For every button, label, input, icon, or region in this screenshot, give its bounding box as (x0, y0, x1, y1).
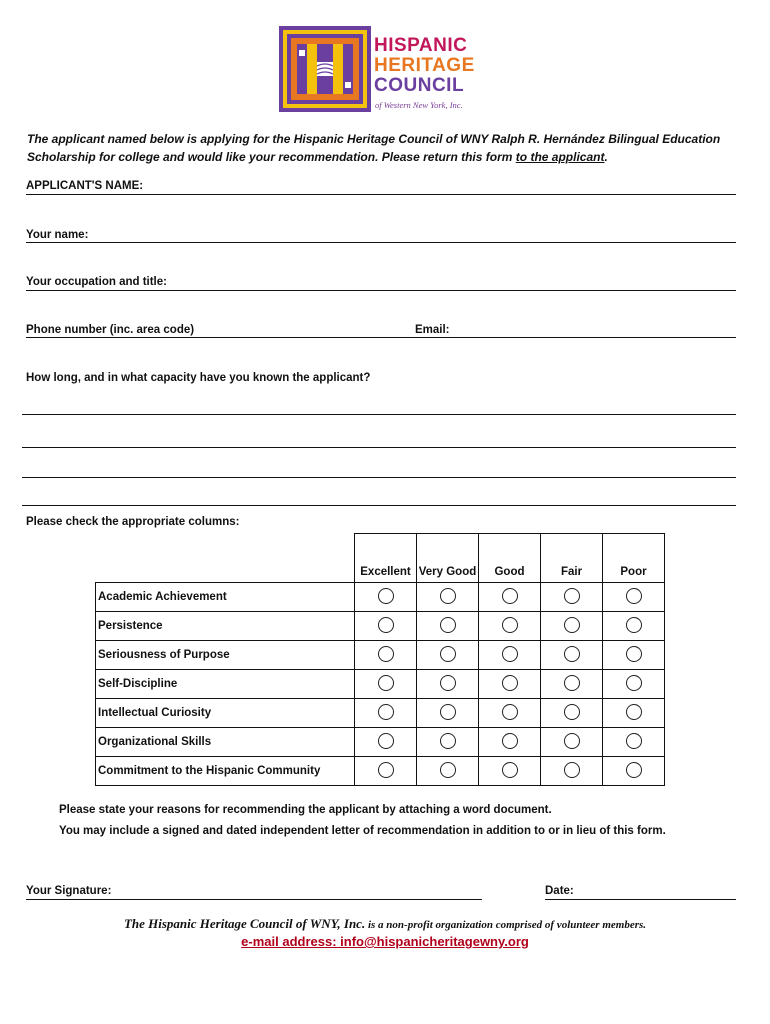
table-row (96, 641, 665, 670)
logo-wordmark (374, 36, 475, 96)
rating-radio[interactable] (626, 762, 642, 778)
criterion-label: Organizational Skills (96, 728, 355, 757)
criterion-label: Seriousness of Purpose (96, 641, 355, 670)
logo-line2: HERITAGE (374, 55, 475, 76)
rating-radio[interactable] (502, 762, 518, 778)
phone-email-line[interactable] (26, 337, 736, 338)
applicant-name-label: APPLICANT'S NAME: (26, 180, 144, 192)
signature-label: Your Signature: (26, 885, 112, 897)
answer-line-2[interactable] (22, 447, 736, 448)
answer-line-1[interactable] (22, 414, 736, 415)
occupation-line[interactable] (26, 290, 736, 291)
col-poor: Poor (603, 534, 665, 583)
your-name-line[interactable] (26, 242, 736, 243)
how-long-question: How long, and in what capacity have you known the applicant? (26, 372, 371, 384)
col-very-good: Very Good (417, 534, 479, 583)
date-label: Date: (545, 885, 574, 897)
rating-radio[interactable] (626, 588, 642, 604)
intro-text: The applicant named below is applying for the Hispanic Heritage Council of WNY Ralph R. Hernández Bilingual Education Scholarship for college and would like your recommendation. Please return this form (27, 132, 721, 164)
rating-radio[interactable] (440, 646, 456, 662)
col-good: Good (479, 534, 541, 583)
occupation-label: Your occupation and title: (26, 276, 167, 288)
rating-radio[interactable] (502, 675, 518, 691)
notes-line1: Please state your reasons for recommending the applicant by attaching a word document. (59, 804, 552, 816)
rating-radio[interactable] (440, 704, 456, 720)
rating-radio[interactable] (378, 704, 394, 720)
notes (59, 800, 666, 842)
intro-end: . (604, 150, 608, 164)
rating-radio[interactable] (564, 733, 580, 749)
table-row (96, 670, 665, 699)
notes-line2: You may include a signed and dated independent letter of recommendation in addition to or in lieu of this form. (59, 825, 666, 837)
rating-radio[interactable] (626, 733, 642, 749)
rating-radio[interactable] (378, 617, 394, 633)
rating-radio[interactable] (626, 646, 642, 662)
logo-line3: COUNCIL (374, 75, 465, 96)
criterion-label: Academic Achievement (96, 583, 355, 612)
criterion-label: Intellectual Curiosity (96, 699, 355, 728)
rating-radio[interactable] (626, 675, 642, 691)
ratings-table (95, 533, 665, 786)
logo-subtitle: of Western New York, Inc. (375, 100, 463, 110)
footer-desc: is a non-profit organization comprised of volunteer members. (365, 919, 647, 931)
footer-email[interactable] (0, 934, 770, 949)
criterion-label: Commitment to the Hispanic Community (96, 757, 355, 786)
col-fair: Fair (541, 534, 603, 583)
rating-radio[interactable] (502, 617, 518, 633)
signature-line[interactable] (26, 899, 482, 900)
table-row (96, 757, 665, 786)
your-name-label: Your name: (26, 229, 89, 241)
rating-radio[interactable] (440, 588, 456, 604)
phone-label: Phone number (inc. area code) (26, 324, 195, 336)
rating-radio[interactable] (564, 704, 580, 720)
applicant-name-line[interactable] (26, 194, 736, 195)
rating-radio[interactable] (564, 762, 580, 778)
logo-emblem-icon (279, 26, 371, 112)
rating-radio[interactable] (378, 675, 394, 691)
footer-org-name: The Hispanic Heritage Council of WNY, Inc. (123, 916, 366, 931)
rating-radio[interactable] (378, 762, 394, 778)
criterion-label: Self-Discipline (96, 670, 355, 699)
rating-radio[interactable] (440, 762, 456, 778)
criterion-label: Persistence (96, 612, 355, 641)
table-row (96, 612, 665, 641)
rating-radio[interactable] (626, 704, 642, 720)
rating-radio[interactable] (626, 617, 642, 633)
answer-line-3[interactable] (22, 477, 736, 478)
footer-email-link[interactable]: e-mail address: info@hispanicheritagewny.org (241, 934, 529, 949)
answer-line-4[interactable] (22, 505, 736, 506)
intro-underlined: to the applicant (515, 150, 605, 164)
rating-radio[interactable] (378, 646, 394, 662)
rating-radio[interactable] (502, 733, 518, 749)
rating-radio[interactable] (440, 675, 456, 691)
intro-paragraph (27, 130, 727, 166)
ratings-prompt: Please check the appropriate columns: (26, 516, 240, 528)
table-row (96, 583, 665, 612)
rating-radio[interactable] (564, 646, 580, 662)
rating-radio[interactable] (564, 675, 580, 691)
rating-radio[interactable] (378, 588, 394, 604)
date-line[interactable] (545, 899, 736, 900)
col-excellent: Excellent (355, 534, 417, 583)
rating-radio[interactable] (502, 704, 518, 720)
rating-radio[interactable] (378, 733, 394, 749)
logo-line1: HISPANIC (374, 35, 468, 56)
rating-radio[interactable] (564, 617, 580, 633)
rating-radio[interactable] (440, 617, 456, 633)
rating-radio[interactable] (502, 646, 518, 662)
footer-org (0, 916, 770, 932)
rating-radio[interactable] (502, 588, 518, 604)
rating-radio[interactable] (564, 588, 580, 604)
table-row (96, 699, 665, 728)
email-label: Email: (415, 324, 450, 336)
rating-radio[interactable] (440, 733, 456, 749)
table-row (96, 728, 665, 757)
